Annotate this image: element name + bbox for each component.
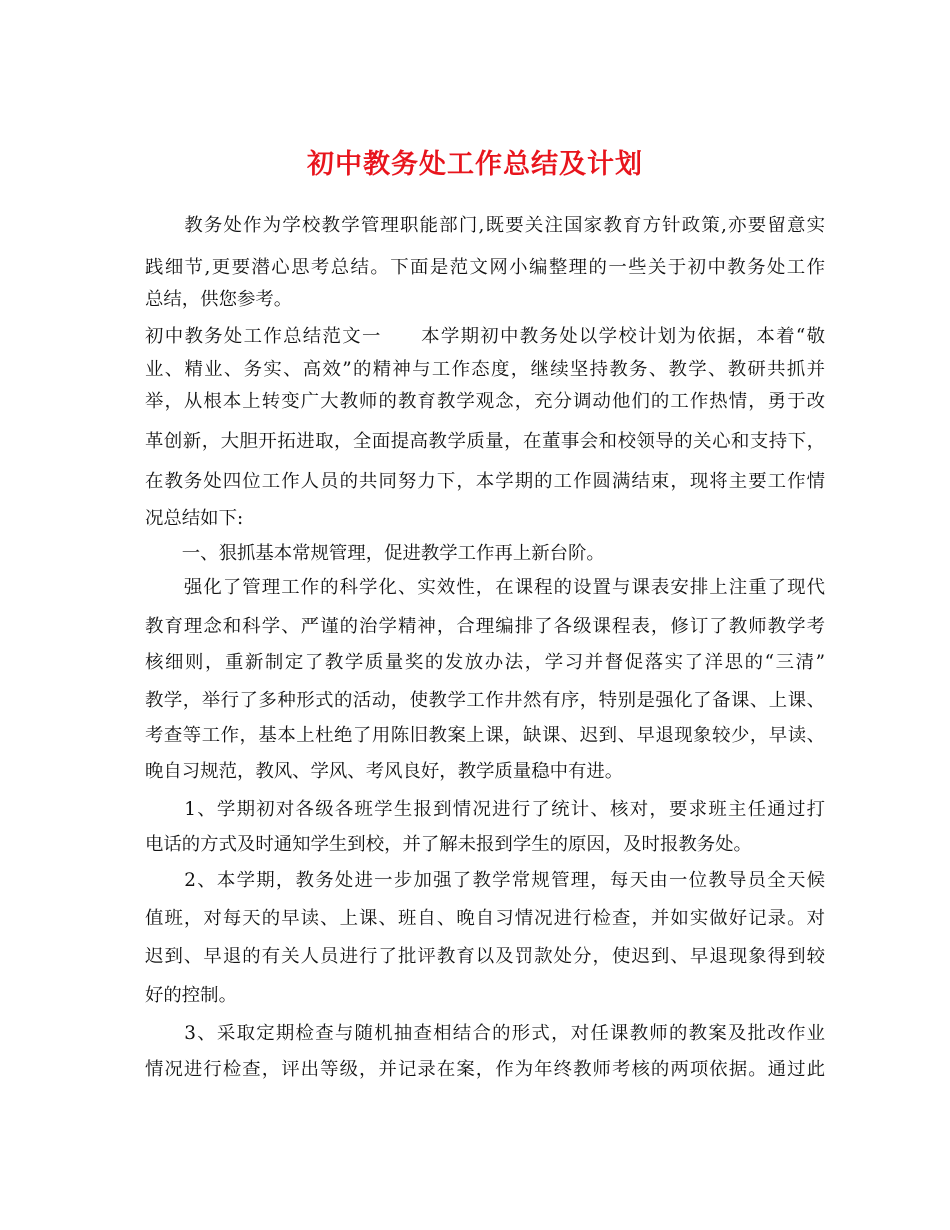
- paragraph-line: 2、本学期，教务处进一步加强了教学常规管理，每天由一位教导员全天候: [145, 870, 825, 891]
- paragraph-line: 迟到、早退的有关人员进行了批评教育以及罚款处分，使迟到、早退现象得到较: [145, 946, 825, 967]
- document-title: 初中教务处工作总结及计划: [307, 149, 643, 180]
- paragraph-line: 革创新，大胆开拓进取，全面提高教学质量，在董事会和校领导的关心和支持下，: [145, 431, 825, 452]
- paragraph-line: 核细则，重新制定了教学质量奖的发放办法，学习并督促落实了洋思的“三清”: [145, 652, 825, 673]
- paragraph-line: 考查等工作，基本上杜绝了用陈旧教案上课，缺课、迟到、早退现象较少，早读、: [145, 725, 825, 746]
- paragraph-line: 值班，对每天的早读、上课、班自、晚自习情况进行检查，并如实做好记录。对: [145, 908, 825, 929]
- paragraph-line: 好的控制。: [145, 985, 237, 1006]
- paragraph-line: 教务处作为学校教学管理职能部门,既要关注国家教育方针政策,亦要留意实: [145, 215, 825, 236]
- paragraph-line: 一、狠抓基本常规管理，促进教学工作再上新台阶。: [145, 543, 605, 564]
- paragraph-line: 强化了管理工作的科学化、实效性，在课程的设置与课表安排上注重了现代: [145, 577, 825, 598]
- paragraph-line: 教学，举行了多种形式的活动，使教学工作井然有序，特别是强化了备课、上课、: [145, 690, 825, 711]
- paragraph-line: 情况进行检查，评出等级，并记录在案，作为年终教师考核的两项依据。通过此: [145, 1059, 825, 1080]
- paragraph-line: 在教务处四位工作人员的共同努力下，本学期的工作圆满结束，现将主要工作情: [145, 471, 825, 492]
- paragraph-line: 初中教务处工作总结范文一 本学期初中教务处以学校计划为依据，本着“敬: [145, 326, 825, 347]
- paragraph-line: 电话的方式及时通知学生到校，并了解未报到学生的原因，及时报教务处。: [145, 834, 752, 855]
- paragraph-line: 晚自习规范，教风、学风、考风良好，教学质量稳中有进。: [145, 761, 624, 782]
- paragraph-line: 教育理念和科学、严谨的治学精神，合理编排了各级课程表，修订了教师教学考: [145, 616, 825, 637]
- paragraph-line: 总结，供您参考。: [145, 289, 293, 310]
- paragraph-line: 况总结如下:: [145, 508, 244, 529]
- paragraph-line: 3、采取定期检查与随机抽查相结合的形式，对任课教师的教案及批改作业: [145, 1023, 825, 1044]
- paragraph-line: 1、学期初对各级各班学生报到情况进行了统计、核对，要求班主任通过打: [145, 799, 825, 820]
- paragraph-line: 举，从根本上转变广大教师的教育教学观念，充分调动他们的工作热情，勇于改: [145, 391, 825, 412]
- paragraph-line: 践细节,更要潜心思考总结。下面是范文网小编整理的一些关于初中教务处工作: [145, 257, 825, 278]
- paragraph-line: 业、精业、务实、高效”的精神与工作态度，继续坚持教务、教学、教研共抓并: [145, 359, 825, 380]
